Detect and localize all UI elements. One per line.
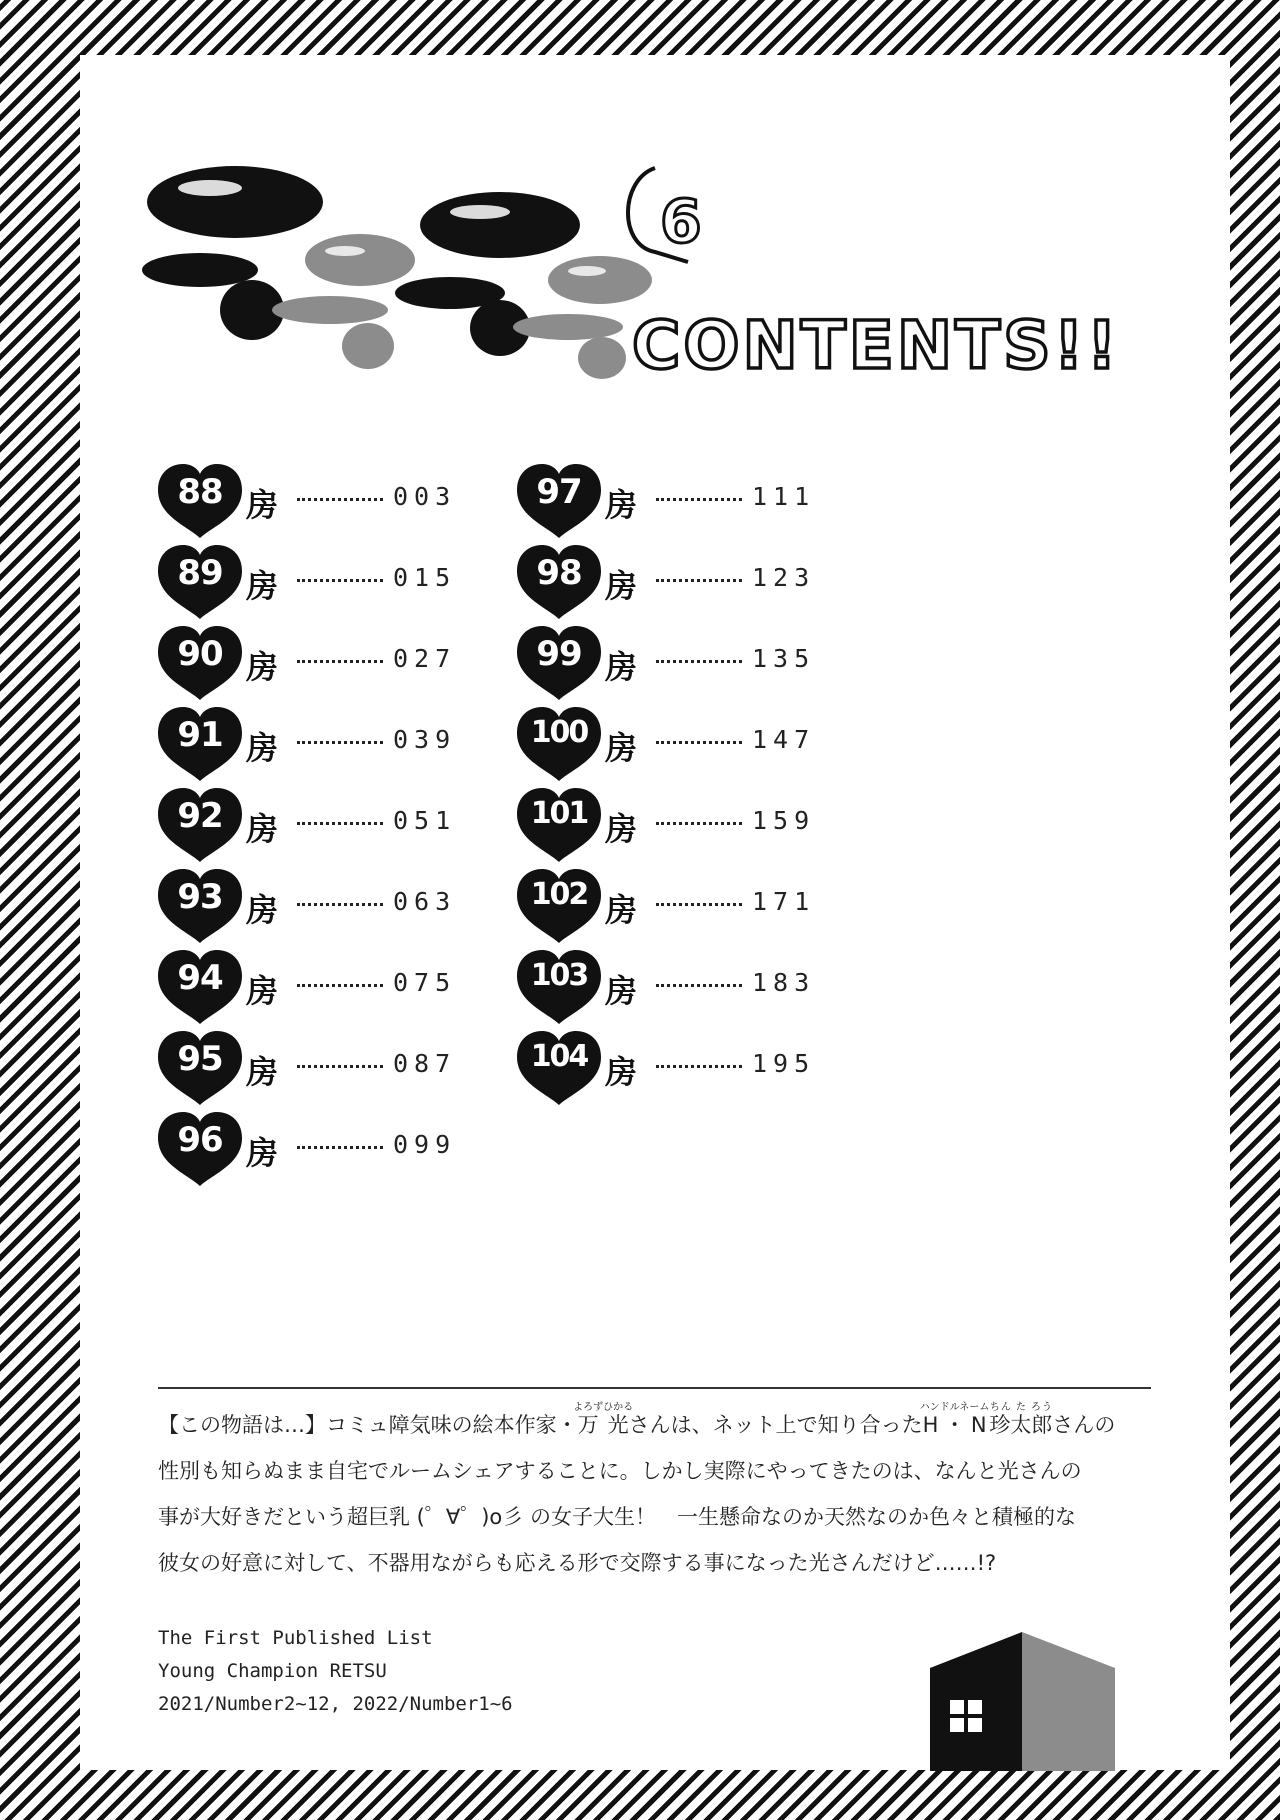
chapter-suffix: 房 (605, 972, 638, 1010)
chapter-suffix: 房 (605, 567, 638, 605)
toc-entry (514, 867, 844, 948)
toc-left-column (155, 462, 485, 1191)
ruby-name-mitsu: 万光よろずひかる (573, 1402, 634, 1437)
heart-badge (155, 624, 245, 702)
heart-badge (155, 543, 245, 621)
chapter-number: 99 (536, 634, 582, 674)
chapter-suffix: 房 (246, 648, 279, 686)
chapter-suffix: 房 (246, 972, 279, 1010)
toc-entry (155, 1029, 485, 1110)
page-number: 099 (393, 1130, 457, 1159)
heart-badge (514, 786, 604, 864)
heart-badge (155, 1110, 245, 1188)
synopsis-line-3: 事が大好きだという超巨乳 (゜∀゜)o彡 の女子大生！ 一生懸命なのか天然なのか色々と積極的な (158, 1505, 1076, 1529)
toc-entry (155, 948, 485, 1029)
dot-leader (297, 660, 383, 663)
heart-badge (155, 705, 245, 783)
page-number: 015 (393, 563, 457, 592)
dot-leader (656, 498, 742, 501)
chapter-number: 91 (177, 715, 223, 755)
heart-badge (514, 624, 604, 702)
page-number: 051 (393, 806, 457, 835)
page-number: 111 (752, 482, 816, 511)
chapter-number: 102 (530, 877, 588, 912)
chapter-suffix: 房 (605, 486, 638, 524)
chapter-suffix: 房 (605, 891, 638, 929)
page-number: 063 (393, 887, 457, 916)
page-number: 159 (752, 806, 816, 835)
heart-badge (514, 867, 604, 945)
chapter-number: 94 (177, 958, 223, 998)
toc-entry (514, 705, 844, 786)
toc-entry (514, 1029, 844, 1110)
chapter-suffix: 房 (246, 1134, 279, 1172)
heart-badge (155, 867, 245, 945)
chapter-number: 89 (177, 553, 223, 593)
dot-leader (297, 903, 383, 906)
ruby-handle-name: H・Nハンドルネーム (919, 1402, 990, 1437)
toc-entry (155, 543, 485, 624)
synopsis-line-2: 性別も知らぬまま自宅でルームシェアすることに。しかし実際にやってきたのは、なんと光さんの (158, 1459, 1082, 1483)
chapter-suffix: 房 (246, 729, 279, 767)
chapter-number: 97 (536, 472, 582, 512)
heart-badge (155, 786, 245, 864)
page-number: 075 (393, 968, 457, 997)
page-number: 135 (752, 644, 816, 673)
title-logo (140, 150, 1120, 390)
heart-badge (155, 462, 245, 540)
chapter-suffix: 房 (246, 810, 279, 848)
toc-entry (514, 624, 844, 705)
toc-entry (155, 624, 485, 705)
chapter-number: 93 (177, 877, 223, 917)
chapter-number: 88 (177, 472, 223, 512)
synopsis-divider (158, 1387, 1151, 1389)
dot-leader (297, 984, 383, 987)
house-icon (930, 1632, 1115, 1771)
page-number: 183 (752, 968, 816, 997)
chapter-number: 104 (530, 1039, 588, 1074)
chapter-number: 95 (177, 1039, 223, 1079)
chapter-suffix: 房 (246, 567, 279, 605)
dot-leader (656, 1065, 742, 1068)
heart-badge (514, 462, 604, 540)
chapter-suffix: 房 (246, 1053, 279, 1091)
publication-info (158, 1622, 513, 1721)
dot-leader (656, 579, 742, 582)
page-number: 039 (393, 725, 457, 754)
publication-line-3: 2021/Number2~12, 2022/Number1~6 (158, 1693, 513, 1715)
heart-badge (514, 1029, 604, 1107)
chapter-number: 100 (530, 715, 588, 750)
logo-char-2 (272, 234, 415, 369)
chapter-suffix: 房 (605, 648, 638, 686)
publication-line-1: The First Published List (158, 1627, 433, 1649)
chapter-number: 98 (536, 553, 582, 593)
dot-leader (297, 741, 383, 744)
page-number: 027 (393, 644, 457, 673)
chapter-suffix: 房 (605, 810, 638, 848)
page-number: 195 (752, 1049, 816, 1078)
toc-entry (514, 948, 844, 1029)
dot-leader (656, 903, 742, 906)
toc-entry (514, 543, 844, 624)
synopsis (158, 1402, 1158, 1586)
volume-number: 6 (660, 187, 702, 257)
toc-entry (155, 1110, 485, 1191)
page-number: 147 (752, 725, 816, 754)
toc-entry (155, 867, 485, 948)
chapter-suffix: 房 (246, 891, 279, 929)
dot-leader (297, 579, 383, 582)
dot-leader (656, 984, 742, 987)
toc-entry (155, 786, 485, 867)
heart-badge (514, 705, 604, 783)
page-number: 087 (393, 1049, 457, 1078)
dot-leader (656, 741, 742, 744)
page-number: 123 (752, 563, 816, 592)
dot-leader (297, 1146, 383, 1149)
synopsis-line-4: 彼女の好意に対して、不器用ながらも応える形で交際する事になった光さんだけど……!? (158, 1551, 997, 1575)
contents-label: CONTENTS!! (632, 307, 1120, 384)
toc-entry (155, 462, 485, 543)
heart-badge (514, 543, 604, 621)
chapter-number: 92 (177, 796, 223, 836)
ruby-chintaro: 珍太郎ちん た ろう (989, 1402, 1053, 1437)
page-number: 171 (752, 887, 816, 916)
heart-badge (155, 1029, 245, 1107)
dot-leader (656, 660, 742, 663)
chapter-suffix: 房 (246, 486, 279, 524)
dot-leader (297, 498, 383, 501)
publication-line-2: Young Champion RETSU (158, 1660, 387, 1682)
toc-entry (514, 462, 844, 543)
page-number: 003 (393, 482, 457, 511)
heart-badge (514, 948, 604, 1026)
toc-entry (514, 786, 844, 867)
toc-right-column (514, 462, 844, 1110)
chapter-number: 90 (177, 634, 223, 674)
toc-entry (155, 705, 485, 786)
dot-leader (656, 822, 742, 825)
dot-leader (297, 1065, 383, 1068)
chapter-suffix: 房 (605, 729, 638, 767)
chapter-number: 101 (530, 796, 588, 831)
chapter-suffix: 房 (605, 1053, 638, 1091)
dot-leader (297, 822, 383, 825)
chapter-number: 96 (177, 1120, 223, 1160)
synopsis-line-1: 【この物語は…】コミュ障気味の絵本作家・万光よろずひかるさんは、ネット上で知り合ったH・Nハンドルネーム珍太郎ちん た ろうさんの (158, 1402, 1116, 1437)
chapter-number: 103 (530, 958, 588, 993)
heart-badge (155, 948, 245, 1026)
